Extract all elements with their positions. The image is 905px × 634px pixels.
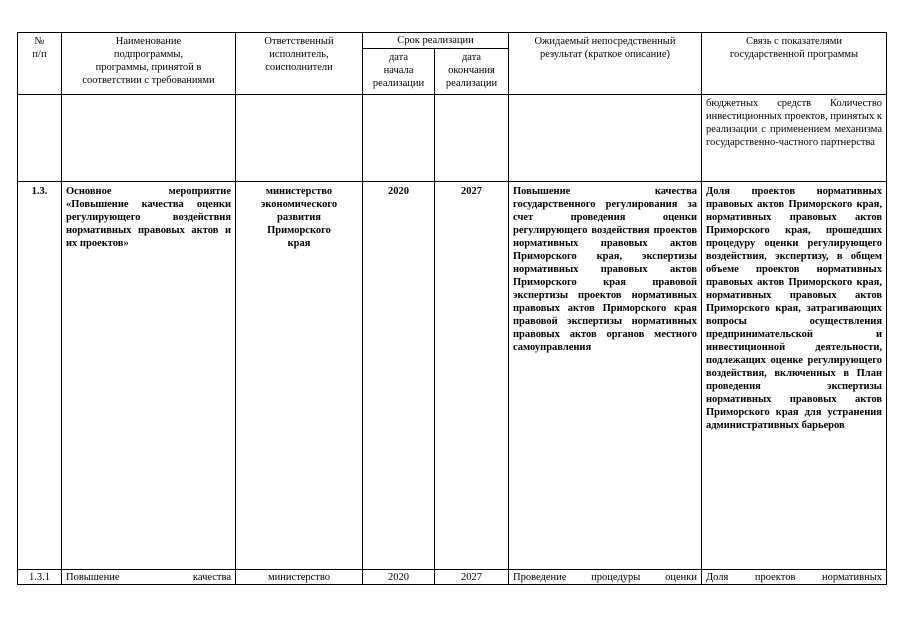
- row-1-3-link: Доля проектов нормативных правовых актов Приморского края, нормативных правовых актов Приморского края, прошедших процедуру оценки регулирующего воздействия, экспертизу, в общем объеме проектов нормативных правовых актов Приморского края, нормативных правовых актов Приморского края, затрагивающих вопросы осуществления предпринимательской и инвестиционной деятельности, подлежащих оценке регулирующего воздействия, включенных в План проведения экспертизы нормативных правовых актов Приморского края для устранения административных барьеров: [706, 186, 882, 431]
- header-name: Наименование подпрограммы, программы, принятой в соответствии с требованиями: [82, 36, 215, 86]
- header-start-date: дата начала реализации: [372, 52, 425, 89]
- header-bottom-border: [17, 94, 887, 95]
- table-top-border: [17, 32, 887, 33]
- header-end-date: дата окончания реализации: [445, 52, 498, 89]
- row-1-3-1-responsible: министерство: [267, 572, 331, 583]
- header-num: № п/п: [32, 36, 47, 60]
- row-1-3-result: Повышение качества государственного регулирования за счет проведения оценки регулирующего воздействия проектов нормативных правовых актов Приморского края, экспертизы нормативных правовых актов Приморского края правовой экспертизы проектов нормативных правовых актов Приморского края правовой экспертизы нормативных правовых актов органов местного самоуправления: [513, 186, 697, 353]
- row-1-3-start: 2020: [388, 186, 409, 197]
- row-1-3-num: 1.3.: [31, 186, 48, 197]
- col-border-6: [701, 32, 702, 585]
- period-subheader-line: [362, 48, 508, 49]
- row-separator-2: [17, 569, 887, 570]
- row-1-3-1-name: Повышение качества: [66, 572, 231, 583]
- header-link: Связь с показателями государственной программы: [729, 36, 859, 60]
- row-separator-1: [17, 181, 887, 182]
- continuation-link-text: бюджетных средств Количество инвестиционных проектов, принятых к реализации с применением механизма государственно-частного партнерства: [706, 98, 882, 148]
- row-1-3-responsible: министерство экономического развития Приморского края: [260, 186, 338, 249]
- col-border-7: [886, 32, 887, 585]
- row-1-3-1-result: Проведение процедуры оценки: [513, 572, 697, 583]
- row-1-3-name: Основное мероприятие «Повышение качества оценки регулирующего воздействия нормативных правовых актов и их проектов»: [66, 186, 231, 249]
- col-border-3: [362, 32, 363, 585]
- table-bottom-border: [17, 584, 887, 585]
- header-result: Ожидаемый непосредственный результат (краткое описание): [534, 36, 676, 60]
- row-1-3-end: 2027: [461, 186, 482, 197]
- col-border-1: [61, 32, 62, 585]
- row-1-3-1-end: 2027: [461, 572, 482, 583]
- col-border-0: [17, 32, 18, 585]
- row-1-3-1-start: 2020: [388, 572, 409, 583]
- row-1-3-1-link: Доля проектов нормативных: [706, 572, 882, 583]
- row-1-3-1-num: 1.3.1: [29, 572, 50, 583]
- col-border-2: [235, 32, 236, 585]
- col-border-4: [434, 48, 435, 585]
- header-period: Срок реализации: [397, 35, 474, 46]
- header-responsible: Ответственный исполнитель, соисполнители: [264, 36, 334, 73]
- col-border-5: [508, 32, 509, 585]
